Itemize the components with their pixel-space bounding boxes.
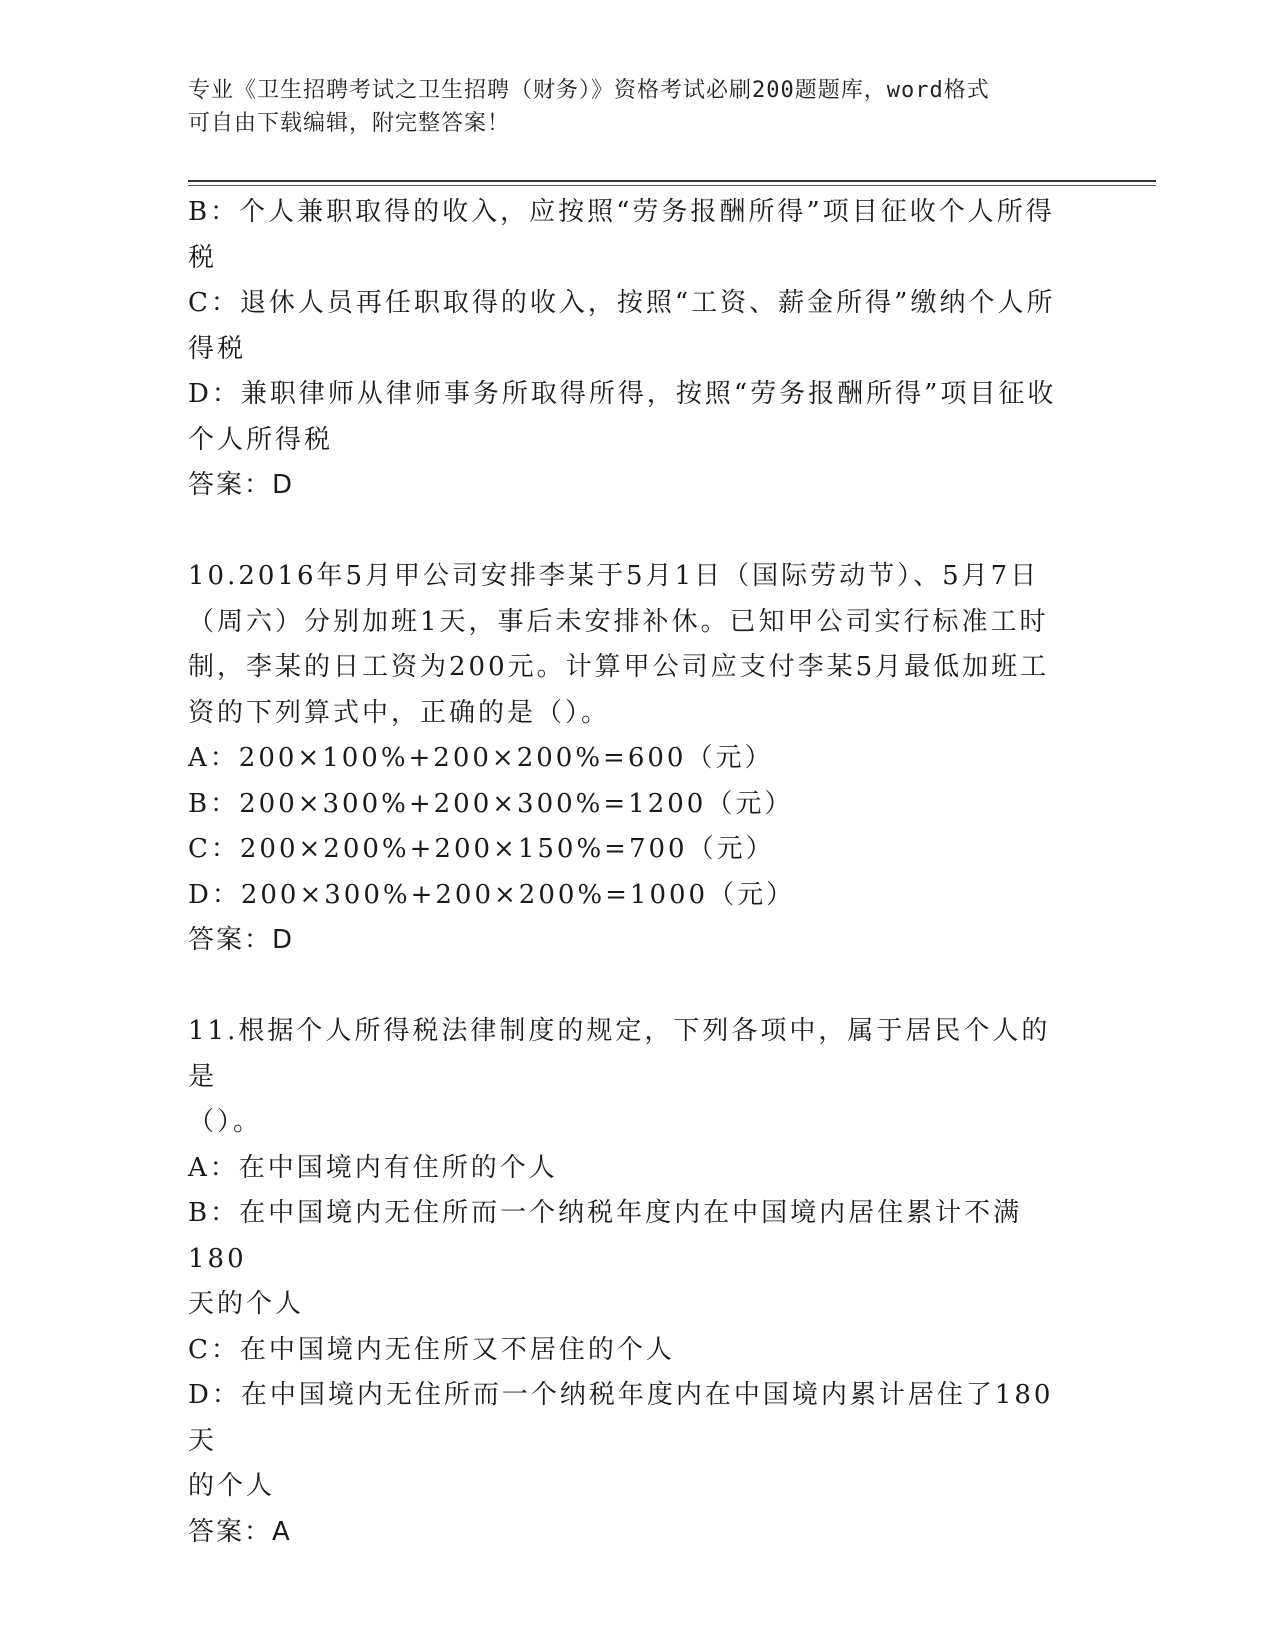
q10-stem-line-1: 10.2016年5月甲公司安排李某于5月1日（国际劳动节）、5月7日 xyxy=(188,561,1040,591)
q11-option-c: C：在中国境内无住所又不居住的个人 xyxy=(188,1334,675,1365)
question-9-continued xyxy=(188,190,1068,509)
q10-stem-line-4: 资的下列算式中，正确的是（）。 xyxy=(188,697,611,728)
q11-option-a: A：在中国境内有住所的个人 xyxy=(188,1152,558,1183)
question-11 xyxy=(188,1009,1068,1555)
header-title-line-1: 专业《卫生招聘考试之卫生招聘（财务）》资格考试必刷200题题库，word格式 xyxy=(188,78,990,103)
q11-answer: 答案：A xyxy=(188,1516,292,1547)
header-divider xyxy=(188,180,1156,182)
header-divider-thin xyxy=(188,185,1156,186)
q9-option-d-line-2: 个人所得税 xyxy=(188,424,334,455)
q10-option-c: C：200×200%+200×150%=700（元） xyxy=(188,834,775,864)
q11-stem-line-1: 11.根据个人所得税法律制度的规定，下列各项中，属于居民个人的是 xyxy=(188,1016,1051,1092)
document-header xyxy=(188,74,1068,140)
q9-option-b-line-1: B：个人兼职取得的收入，应按照“劳务报酬所得”项目征收个人所得 xyxy=(188,197,1055,227)
q9-option-d-line-1: D：兼职律师从律师事务所取得所得，按照“劳务报酬所得”项目征收 xyxy=(188,379,1057,409)
spacer xyxy=(188,509,1068,555)
spacer xyxy=(188,964,1068,1010)
q11-option-b-line-1: B：在中国境内无住所而一个纳税年度内在中国境内居住累计不满180 xyxy=(188,1198,1023,1274)
q10-stem-line-2: （周六）分别加班1天，事后未安排补休。已知甲公司实行标准工时 xyxy=(188,606,1049,637)
q10-option-d: D：200×300%+200×200%=1000（元） xyxy=(188,879,796,910)
q9-option-c-line-1: C：退休人员再任职取得的收入，按照“工资、薪金所得”缴纳个人所 xyxy=(188,288,1056,318)
q11-option-d-line-1: D：在中国境内无住所而一个纳税年度内在中国境内累计居住了180天 xyxy=(188,1380,1054,1456)
document-body xyxy=(188,190,1068,1555)
q9-option-b-line-2: 税 xyxy=(188,242,218,273)
q11-option-b-line-2: 天的个人 xyxy=(188,1289,305,1319)
q11-stem-line-2: （）。 xyxy=(188,1107,263,1137)
q10-option-b: B：200×300%+200×300%=1200（元） xyxy=(188,788,794,819)
q10-answer: 答案：D xyxy=(188,925,295,955)
q10-stem-line-3: 制，李某的日工资为200元。计算甲公司应支付李某5月最低加班工 xyxy=(188,652,1050,682)
q9-option-c-line-2: 得税 xyxy=(188,333,247,364)
question-10 xyxy=(188,554,1068,964)
header-title-line-2: 可自由下载编辑，附完整答案！ xyxy=(188,111,511,136)
q11-option-d-line-2: 的个人 xyxy=(188,1471,276,1501)
q10-option-a: A：200×100%+200×200%=600（元） xyxy=(188,743,774,773)
q9-answer: 答案：D xyxy=(188,470,295,500)
